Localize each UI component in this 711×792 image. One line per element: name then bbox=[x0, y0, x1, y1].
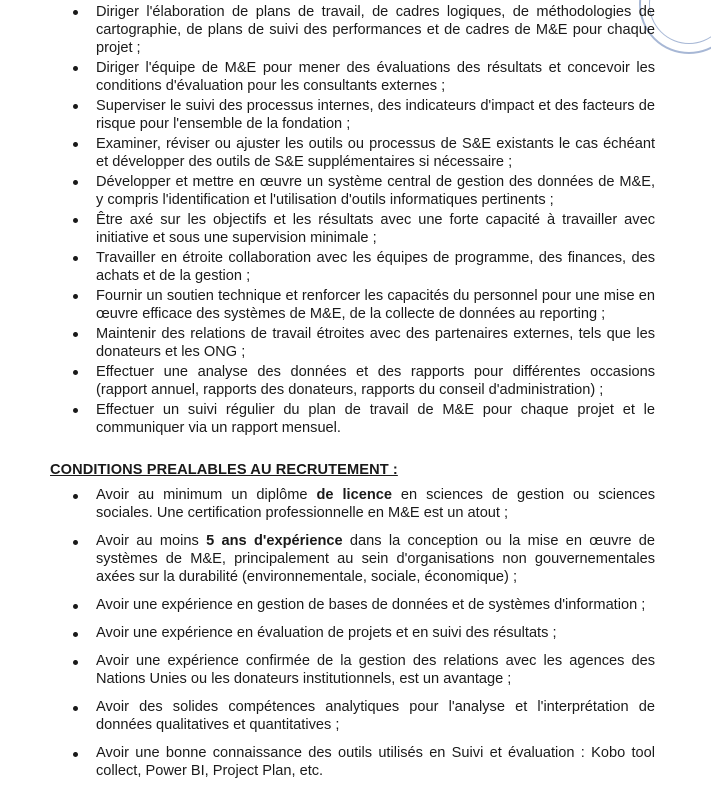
bullet-icon bbox=[73, 294, 78, 299]
list-item bbox=[0, 744, 711, 780]
list-item bbox=[0, 97, 711, 133]
list-item bbox=[0, 287, 711, 323]
requirement-text: Avoir une expérience confirmée de la gestion des relations avec les agences des Nations Unies ou les donateurs institutionnels, est un avantage ; bbox=[96, 653, 655, 687]
list-item bbox=[0, 624, 711, 642]
duty-text: Superviser le suivi des processus internes, des indicateurs d'impact et des facteurs de risque pour l'ensemble de la fondation ; bbox=[96, 98, 655, 132]
requirement-emphasis: 5 ans d'expérience bbox=[206, 533, 343, 549]
requirement-text: Avoir une expérience en évaluation de projets et en suivi des résultats ; bbox=[96, 625, 557, 641]
requirement-text: Avoir des solides compétences analytiques pour l'analyse et l'interprétation de données qualitatives et quantitatives ; bbox=[96, 699, 655, 733]
bullet-icon bbox=[73, 408, 78, 413]
duty-text: Maintenir des relations de travail étroites avec des partenaires externes, tels que les donateurs et les ONG ; bbox=[96, 326, 655, 360]
bullet-icon bbox=[73, 706, 78, 711]
duty-text: Effectuer une analyse des données et des rapports pour différentes occasions (rapport annuel, rapports des donateurs, rapports du conseil d'administration) ; bbox=[96, 364, 655, 398]
list-item bbox=[0, 325, 711, 361]
bullet-icon bbox=[73, 10, 78, 15]
requirement-text: Avoir une expérience en gestion de bases de données et de systèmes d'information ; bbox=[96, 597, 646, 613]
duty-text: Diriger l'élaboration de plans de travail, de cadres logiques, de méthodologies de cartographie, de plans de suivi des performances et de cadres de M&E pour chaque projet ; bbox=[96, 4, 655, 56]
bullet-icon bbox=[73, 540, 78, 545]
list-item bbox=[0, 363, 711, 399]
bullet-icon bbox=[73, 104, 78, 109]
bullet-icon bbox=[73, 494, 78, 499]
list-item bbox=[0, 59, 711, 95]
list-item bbox=[0, 532, 711, 586]
duty-text: Fournir un soutien technique et renforcer les capacités du personnel pour une mise en œuvre efficace des systèmes de M&E, de la collecte de données au reporting ; bbox=[96, 288, 655, 322]
bullet-icon bbox=[73, 332, 78, 337]
requirement-emphasis: de licence bbox=[316, 487, 392, 503]
duty-text: Diriger l'équipe de M&E pour mener des évaluations des résultats et concevoir les conditions d'évaluation pour les consultants externes ; bbox=[96, 60, 655, 94]
bullet-icon bbox=[73, 180, 78, 185]
duty-text: Travailler en étroite collaboration avec les équipes de programme, des finances, des achats et de la gestion ; bbox=[96, 250, 655, 284]
list-item bbox=[0, 135, 711, 171]
list-item bbox=[0, 173, 711, 209]
requirement-text-start: Avoir au minimum un diplôme bbox=[96, 487, 317, 503]
list-item bbox=[0, 596, 711, 614]
list-item bbox=[0, 211, 711, 247]
requirements-list bbox=[0, 486, 711, 790]
list-item bbox=[0, 486, 711, 522]
list-item bbox=[0, 0, 711, 57]
bullet-icon bbox=[73, 256, 78, 261]
requirement-text: Avoir une bonne connaissance des outils utilisés en Suivi et évaluation : Kobo tool collect, Power BI, Project Plan, etc. bbox=[96, 745, 655, 779]
duty-text: Développer et mettre en œuvre un système central de gestion des données de M&E, y compris l'identification et l'utilisation d'outils informatiques pertinents ; bbox=[96, 174, 655, 208]
requirement-text-start: Avoir au moins bbox=[96, 533, 207, 549]
list-item bbox=[0, 249, 711, 285]
requirement-text-end: en sciences de gestion ou sciences sociales. Une certification professionnelle en M&E est un atout ; bbox=[96, 487, 655, 521]
section-heading: CONDITIONS PREALABLES AU RECRUTEMENT : bbox=[50, 462, 398, 478]
duty-text: Examiner, réviser ou ajuster les outils ou processus de S&E existants le cas échéant et développer des outils de S&E supplémentaires si nécessaire ; bbox=[96, 136, 655, 170]
bullet-icon bbox=[73, 66, 78, 71]
duty-text: Effectuer un suivi régulier du plan de travail de M&E pour chaque projet et le communiquer via un rapport mensuel. bbox=[96, 402, 655, 436]
bullet-icon bbox=[73, 370, 78, 375]
bullet-icon bbox=[73, 752, 78, 757]
list-item bbox=[0, 698, 711, 734]
list-item bbox=[0, 652, 711, 688]
bullet-icon bbox=[73, 660, 78, 665]
requirement-text-end: dans la conception ou la mise en œuvre de systèmes de M&E, principalement au sein d'organisations non gouvernementales axées sur la durabilité (environnementale, sociale, économique) ; bbox=[96, 533, 655, 585]
bullet-icon bbox=[73, 218, 78, 223]
bullet-icon bbox=[73, 604, 78, 609]
bullet-icon bbox=[73, 142, 78, 147]
list-item bbox=[0, 401, 711, 437]
duty-text: Être axé sur les objectifs et les résultats avec une forte capacité à travailler avec initiative et sous une supervision minimale ; bbox=[96, 212, 655, 246]
bullet-icon bbox=[73, 632, 78, 637]
